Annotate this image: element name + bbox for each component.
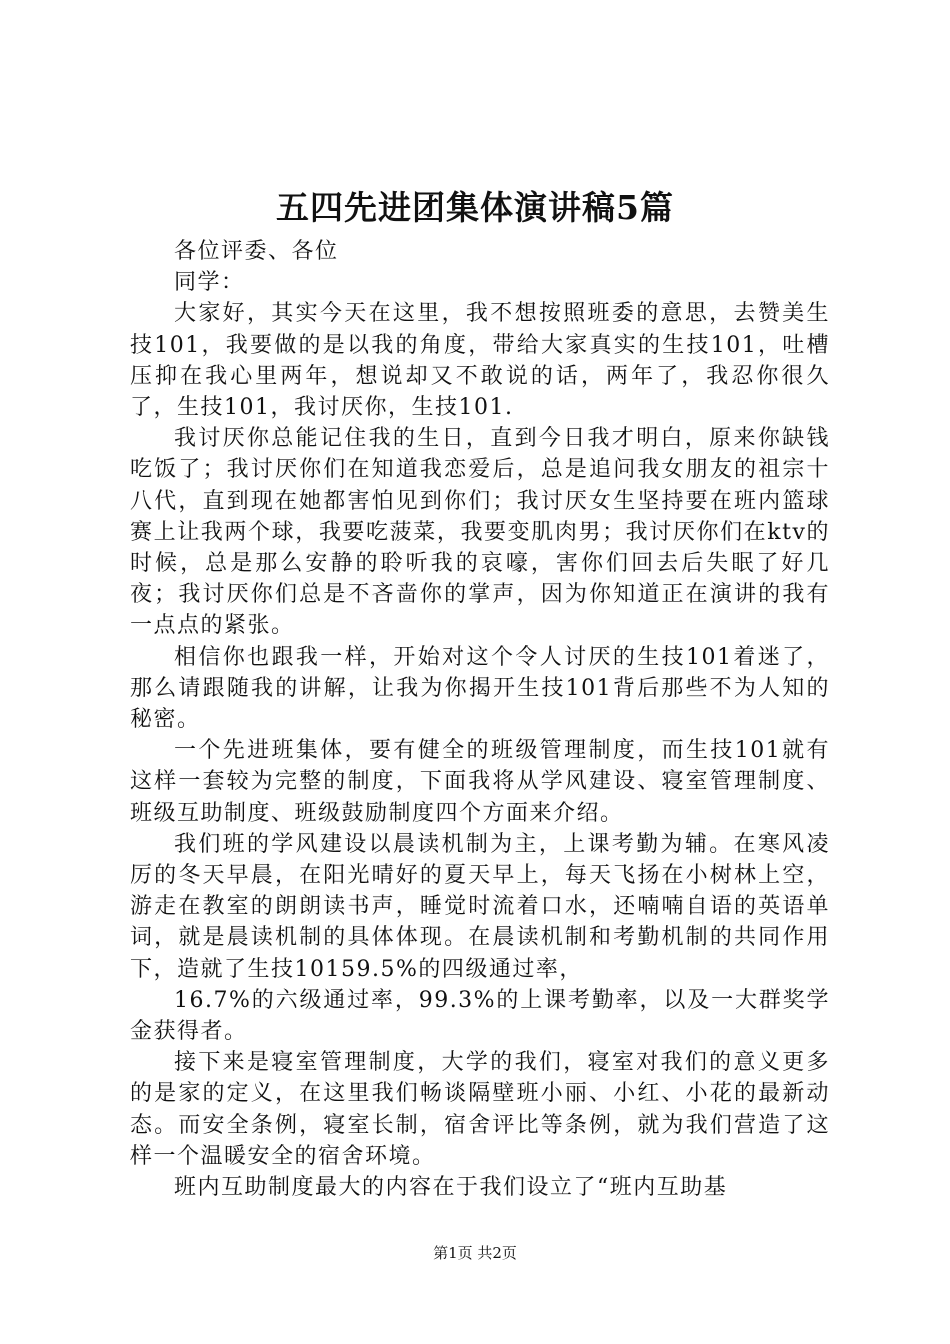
paragraph: 16.7%的六级通过率，99.3%的上课考勤率，以及一大群奖学金获得者。 [130, 987, 830, 1045]
document-body [130, 236, 830, 1203]
paragraph: 一个先进班集体，要有健全的班级管理制度，而生技101就有这样一套较为完整的制度，下面我将从学风建设、寝室管理制度、班级互助制度、班级鼓励制度四个方面来介绍。 [130, 738, 830, 826]
paragraph-salutation-1: 各位评委、各位 [174, 239, 339, 264]
paragraph: 相信你也跟我一样，开始对这个令人讨厌的生技101着迷了，那么请跟随我的讲解，让我为你揭开生技101背后那些不为人知的秘密。 [130, 644, 830, 733]
page-number-footer: 第1页 共2页 [433, 1244, 517, 1262]
paragraph: 我讨厌你总能记住我的生日，直到今日我才明白，原来你缺钱吃饭了；我讨厌你们在知道我恋爱后，总是追问我女朋友的祖宗十八代，直到现在她都害怕见到你们；我讨厌女生坚持要在班内篮球赛上让我两个球，我要吃菠菜，我要变肌肉男；我讨厌你们在ktv的时候，总是那么安静的聆听我的哀嚎，害你们回去后失眠了好几夜；我讨厌你们总是不吝啬你的掌声，因为你知道正在演讲的我有一点点的紧张。 [130, 426, 830, 639]
document-title: 五四先进团集体演讲稿5篇 [276, 188, 674, 227]
paragraph-salutation-2: 同学： [174, 270, 245, 296]
paragraph: 大家好，其实今天在这里，我不想按照班委的意思，去赞美生技101，我要做的是以我的角度，带给大家真实的生技101，吐槽压抑在我心里两年，想说却又不敢说的话，两年了，我忍你很久了，生技101，我讨厌你，生技101. [130, 301, 830, 421]
paragraph: 班内互助制度最大的内容在于我们设立了“班内互助基 [174, 1175, 728, 1201]
paragraph: 我们班的学风建设以晨读机制为主，上课考勤为辅。在寒风凌厉的冬天早晨，在阳光晴好的夏天早上，每天飞扬在小树林上空，游走在教室的朗朗读书声，睡觉时流着口水，还喃喃自语的英语单词，就是晨读机制的具体体现。在晨读机制和考勤机制的共同作用下，造就了生技10159.5%的四级通过率， [130, 831, 830, 982]
paragraph: 接下来是寝室管理制度，大学的我们，寝室对我们的意义更多的是家的定义，在这里我们畅谈隔壁班小丽、小红、小花的最新动态。而安全条例，寝室长制，宿舍评比等条例，就为我们营造了这样一个温暖安全的宿舍环境。 [130, 1050, 830, 1169]
